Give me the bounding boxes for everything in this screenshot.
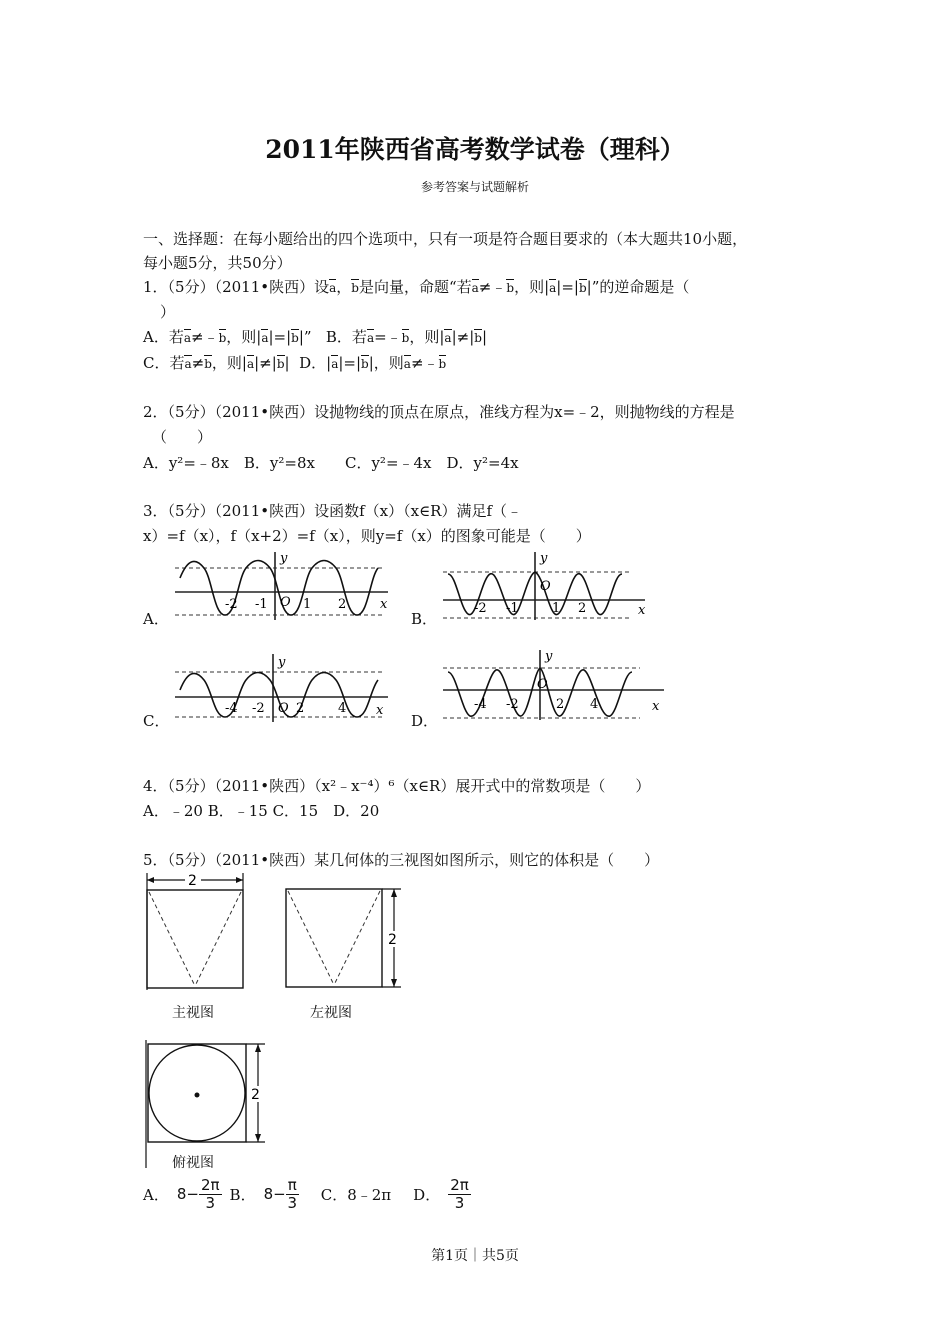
tick-label: 1: [303, 597, 312, 612]
tick-label: -1: [506, 601, 519, 616]
section-heading-line1: 一、选择题：在每小题给出的四个选项中，只有一项是符合题目要求的（本大题共10小题，: [143, 230, 748, 248]
page-subtitle: 参考答案与试题解析: [420, 180, 529, 194]
origin-label: O: [537, 677, 548, 692]
q1-stem-line2: ）: [160, 303, 176, 321]
tick-label: 2: [338, 597, 347, 612]
origin-label: O: [280, 595, 291, 610]
q5-stem: 5．（5分）（2011•陕西）某几何体的三视图如图所示，则它的体积是（ ）: [143, 851, 660, 869]
q4-options: A．﹣20 B．﹣15 C．15 D．20: [143, 802, 380, 820]
q3-label-b: B．: [411, 610, 438, 628]
q1-options-ab: A．若a≠﹣b，则|a|=|b|” B．若a=﹣b，则|a|≠|b|: [143, 328, 488, 346]
q3-stem: 3．（5分）（2011•陕西）设函数f（x）（x∈R）满足f（﹣: [143, 502, 523, 520]
dim-label: 2: [188, 873, 197, 889]
q5-front-view: [145, 870, 255, 995]
axis-x-label: x: [638, 603, 646, 618]
side-view-caption: 左视图: [310, 1005, 352, 1021]
tick-label: 4: [338, 701, 347, 716]
tick-label: 2: [296, 701, 305, 716]
q2-stem-line2: （ ）: [152, 428, 213, 446]
tick-label: 2: [556, 697, 565, 712]
q3-stem-line2: x）=f（x），f（x+2）=f（x），则y=f（x）的图象可能是（ ）: [143, 527, 591, 545]
q3-graph-d: [440, 648, 670, 723]
q5-options: A． 8− $\frac{2\pi}{3}$ B． 8− $\frac{\pi}{3}$ C．8﹣2π D． $\frac{2\pi}{3}$: [143, 1175, 469, 1212]
page-title: 2011年陕西省高考数学试卷（理科）: [265, 135, 685, 164]
q5-side-view: [283, 885, 408, 995]
dim-label: 2: [251, 1087, 260, 1103]
axis-x-label: x: [652, 699, 660, 714]
axis-y-label: y: [280, 551, 288, 566]
page-footer: 第1页｜共5页: [431, 1248, 519, 1264]
q4-stem: 4．（5分）（2011•陕西）（x²﹣x⁻⁴）⁶（x∈R）展开式中的常数项是（ ）: [143, 777, 651, 795]
q3-graph-a: [170, 548, 395, 623]
tick-label: -4: [474, 697, 487, 712]
q2-options: A．y²=﹣8x B．y²=8x C．y²=﹣4x D．y²=4x: [143, 454, 519, 472]
q3-label-a: A．: [143, 610, 169, 628]
q1-options-cd: C．若a≠b，则|a|≠|b| D．|a|=|b|，则a≠﹣b: [143, 354, 447, 372]
axis-x-label: x: [380, 597, 388, 612]
tick-label: 1: [552, 601, 561, 616]
axis-y-label: y: [540, 551, 548, 566]
tick-label: -2: [474, 601, 487, 616]
q3-label-d: D．: [411, 712, 439, 730]
q1-stem: 1．（5分）（2011•陕西）设a，b是向量，命题“若a≠﹣b，则|a|=|b|”的逆命题是（: [143, 278, 690, 296]
tick-label: -1: [255, 597, 268, 612]
axis-y-label: y: [278, 655, 286, 670]
axis-y-label: y: [545, 649, 553, 664]
q3-graph-b: [440, 548, 650, 623]
top-view-caption: 俯视图: [172, 1155, 214, 1171]
dim-label: 2: [388, 932, 397, 948]
tick-label: -2: [225, 597, 238, 612]
q2-stem: 2．（5分）（2011•陕西）设抛物线的顶点在原点，准线方程为x=﹣2，则抛物线的方程是: [143, 403, 735, 421]
q3-graph-c: [170, 650, 395, 725]
tick-label: -2: [252, 701, 265, 716]
section-heading-line2: 每小题5分，共50分）: [143, 254, 292, 272]
origin-label: O: [540, 579, 551, 594]
tick-label: -4: [225, 701, 238, 716]
tick-label: 2: [578, 601, 587, 616]
q3-label-c: C．: [143, 712, 170, 730]
tick-label: 4: [590, 697, 599, 712]
tick-label: -2: [506, 697, 519, 712]
q5-top-view: [145, 1040, 270, 1170]
front-view-caption: 主视图: [172, 1005, 214, 1021]
axis-x-label: x: [376, 703, 384, 718]
origin-label: O: [278, 701, 289, 716]
